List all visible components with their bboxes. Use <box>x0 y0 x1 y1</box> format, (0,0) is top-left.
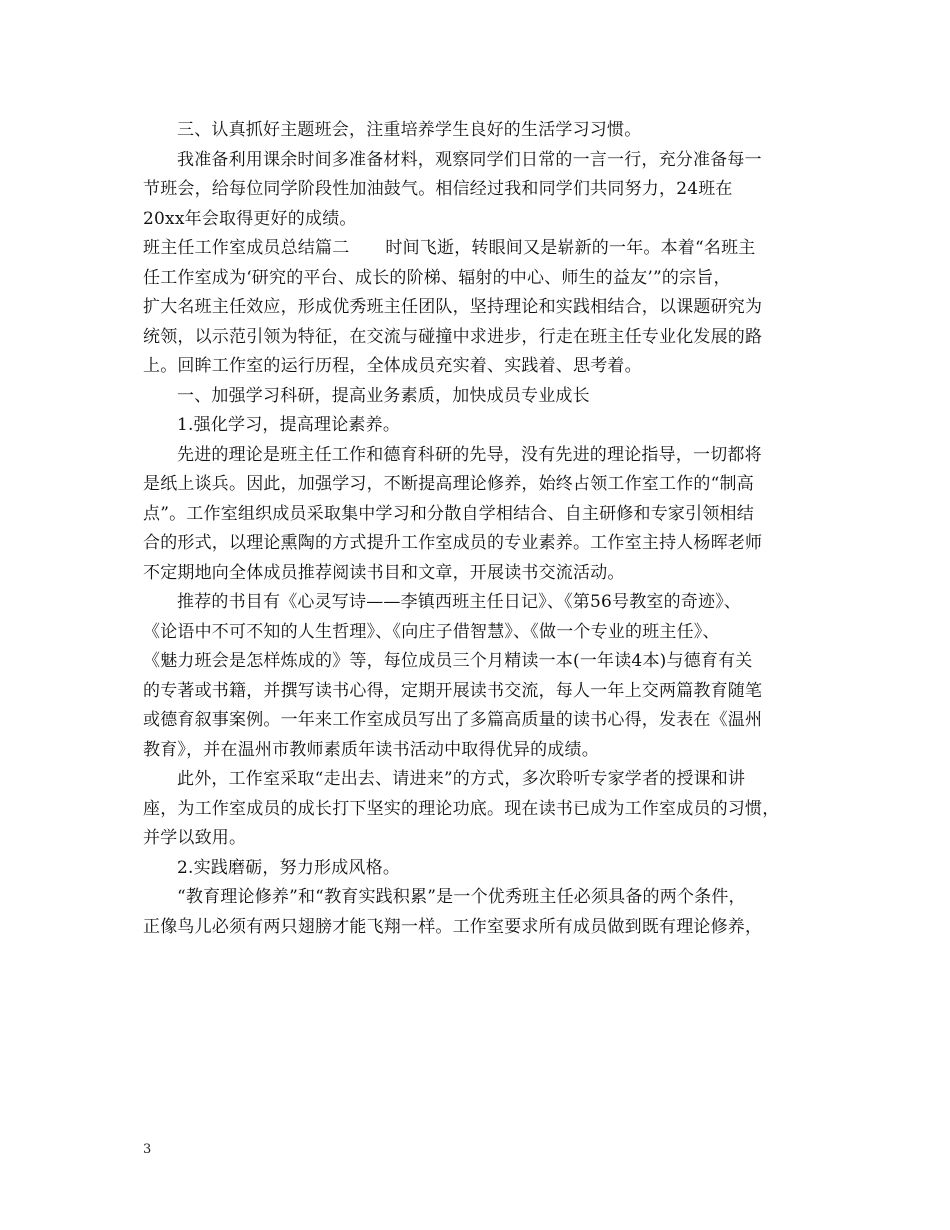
paragraph-text: 时间飞逝，转眼间又是崭新的一年。本着“名班主 <box>385 238 756 258</box>
paragraph-line: 的专著或书籍，并撰写读书心得，定期开展读书交流，每人一年上交两篇教育随笔 <box>143 680 763 701</box>
paragraph-line: “教育理论修养”和“教育实践积累”是一个优秀班主任必须具备的两个条件， <box>177 887 746 907</box>
paragraph-line: 三、认真抓好主题班会，注重培养学生良好的生活学习习惯。 <box>177 120 642 140</box>
paragraph-line: 先进的理论是班主任工作和德育科研的先导，没有先进的理论指导，一切都将 <box>177 444 762 465</box>
paragraph-line: 《魅力班会是怎样炼成的》等，每位成员三个月精读一本(一年读4本)与德育有关 <box>143 651 753 671</box>
document-body <box>143 116 813 942</box>
paragraph-line: 此外，工作室采取“走出去、请进来”的方式，多次聆听专家学者的授课和讲 <box>177 769 746 789</box>
paragraph-line: 任工作室成为‘研究的平台、成长的阶梯、辐射的中心、师生的益友’”的宗旨， <box>143 267 731 288</box>
paragraph-line: 合的形式，以理论熏陶的方式提升工作室成员的专业素养。工作室主持人杨晖老师 <box>143 533 763 553</box>
paragraph-line: 上。回眸工作室的运行历程，全体成员充实着、实践着、思考着。 <box>143 356 642 376</box>
subheading: 2.实践磨砺，努力形成风格。 <box>177 857 401 878</box>
paragraph-line: 节班会，给每位同学阶段性加油鼓气。相信经过我和同学们共同努力，24班在 <box>143 179 733 199</box>
paragraph-line: 点”。工作室组织成员采取集中学习和分散自学相结合、自主研修和专家引领相结 <box>143 503 754 524</box>
subheading: 1.强化学习，提高理论素养。 <box>177 415 401 435</box>
paragraph-line: 或德育叙事案例。一年来工作室成员写出了多篇高质量的读书心得，发表在《温州 <box>143 710 763 730</box>
paragraph-line: 不定期地向全体成员推荐阅读书目和文章，开展读书交流活动。 <box>143 562 625 583</box>
paragraph-line: 座，为工作室成员的成长打下坚实的理论功底。现在读书已成为工作室成员的习惯， <box>143 798 780 819</box>
paragraph-line: 推荐的书目有《心灵写诗——李镇西班主任日记》、《第56号教室的奇迹》、 <box>177 592 742 612</box>
paragraph-line: 扩大名班主任效应，形成优秀班主任团队，坚持理论和实践相结合，以课题研究为 <box>143 297 763 317</box>
paragraph-line: 统领，以示范引领为特征，在交流与碰撞中求进步，行走在班主任专业化发展的路 <box>143 326 763 347</box>
paragraph-line: 教育》，并在温州市教师素质年读书活动中取得优异的成绩。 <box>143 739 599 760</box>
paragraph-line: 并学以致用。 <box>143 828 247 848</box>
page-number: 3 <box>143 1142 152 1157</box>
section-heading: 班主任工作室成员总结篇二 <box>143 238 350 258</box>
paragraph-line: 正像鸟儿必须有两只翅膀才能飞翔一样。工作室要求所有成员做到既有理论修养， <box>143 916 763 937</box>
section-heading-line <box>143 234 813 264</box>
paragraph-line: 20xx年会取得更好的成绩。 <box>143 208 357 229</box>
subheading: 一、加强学习科研，提高业务素质，加快成员专业成长 <box>177 385 590 406</box>
paragraph-line: 是纸上谈兵。因此，加强学习，不断提高理论修养，始终占领工作室工作的“制高 <box>143 474 754 494</box>
paragraph-line: 我准备利用课余时间多准备材料，观察同学们日常的一言一行，充分准备每一 <box>177 149 762 170</box>
paragraph-line: 《论语中不可不知的人生哲理》、《向庄子借智慧》、《做一个专业的班主任》、 <box>143 621 720 642</box>
